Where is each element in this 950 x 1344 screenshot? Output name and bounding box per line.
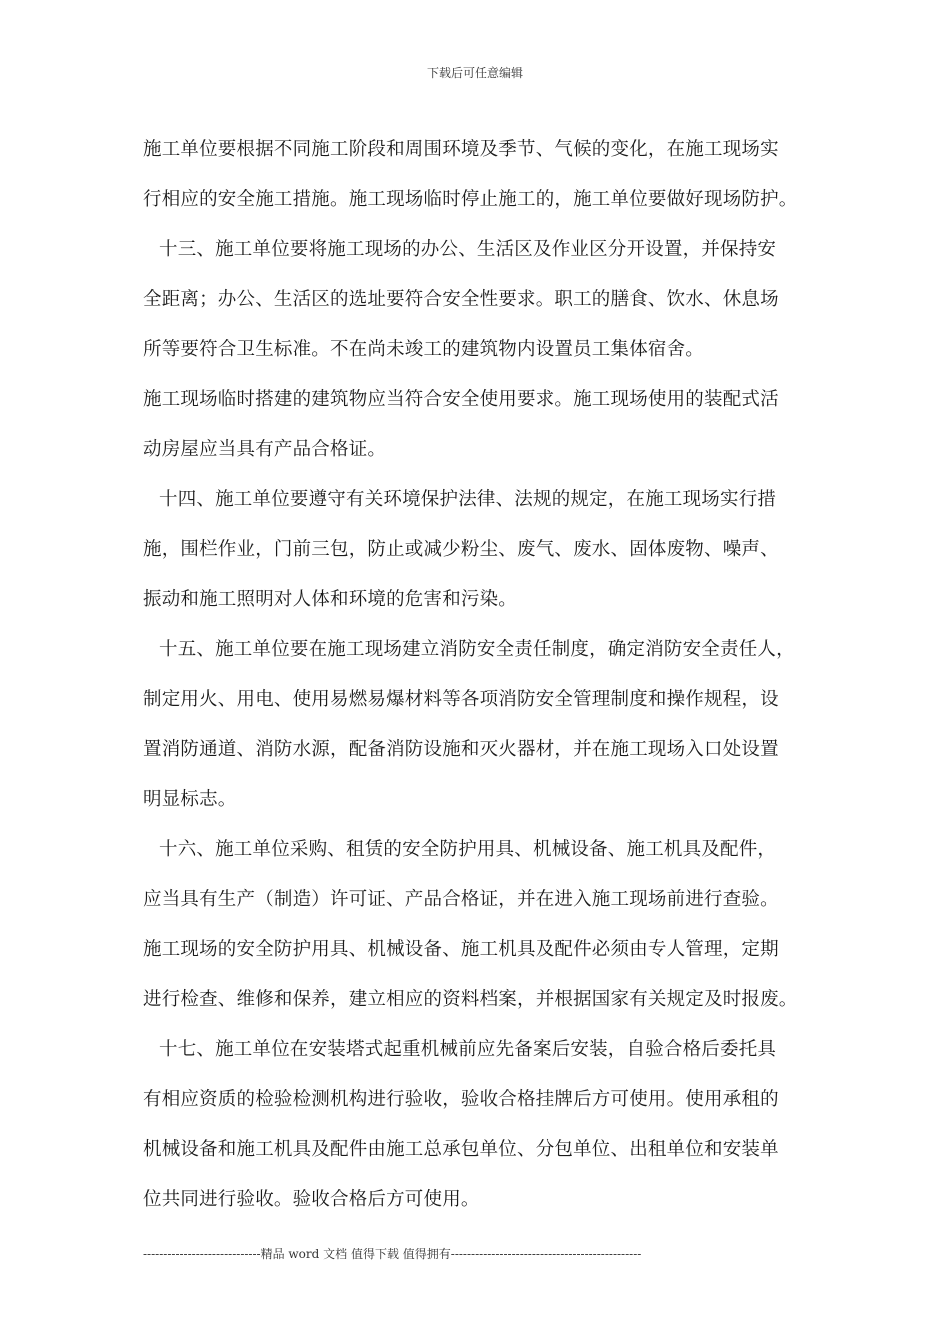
text-line: 所等要符合卫生标准。不在尚未竣工的建筑物内设置员工集体宿舍。 — [143, 339, 705, 360]
text-line: 应当具有生产（制造）许可证、产品合格证，并在进入施工现场前进行查验。 — [143, 889, 779, 910]
text-line: 行相应的安全施工措施。施工现场临时停止施工的，施工单位要做好现场防护。 — [143, 189, 798, 210]
text-line: 十七、施工单位在安装塔式起重机械前应先备案后安装，自验合格后委托具 — [159, 1039, 777, 1060]
text-line: 机械设备和施工机具及配件由施工总承包单位、分包单位、出租单位和安装单 — [143, 1139, 779, 1160]
text-line: 振动和施工照明对人体和环境的危害和污染。 — [143, 589, 518, 610]
text-line: 十四、施工单位要遵守有关环境保护法律、法规的规定，在施工现场实行措 — [159, 489, 777, 510]
text-line: 十三、施工单位要将施工现场的办公、生活区及作业区分开设置，并保持安 — [159, 239, 777, 260]
text-line: 有相应资质的检验检测机构进行验收，验收合格挂牌后方可使用。使用承租的 — [143, 1089, 779, 1110]
text-line: 十五、施工单位要在施工现场建立消防安全责任制度，确定消防安全责任人， — [159, 639, 795, 660]
text-line: 制定用火、用电、使用易燃易爆材料等各项消防安全管理制度和操作规程，设 — [143, 689, 779, 710]
text-line: 施工现场的安全防护用具、机械设备、施工机具及配件必须由专人管理，定期 — [143, 939, 779, 960]
document-body — [143, 125, 813, 1225]
text-line: 进行检查、维修和保养，建立相应的资料档案，并根据国家有关规定及时报废。 — [143, 989, 798, 1010]
text-line: 施工现场临时搭建的建筑物应当符合安全使用要求。施工现场使用的装配式活 — [143, 389, 779, 410]
text-line: 置消防通道、消防水源，配备消防设施和灭火器材，并在施工现场入口处设置 — [143, 739, 779, 760]
text-line: 位共同进行验收。验收合格后方可使用。 — [143, 1189, 480, 1210]
page-header: 下载后可任意编辑 — [426, 66, 523, 80]
page-footer: -----------------------------精品 word 文档 值得下载 值得拥有----------------------------------------------- — [143, 1247, 642, 1261]
text-line: 动房屋应当具有产品合格证。 — [143, 439, 387, 460]
text-line: 施工单位要根据不同施工阶段和周围环境及季节、气候的变化，在施工现场实 — [143, 139, 779, 160]
text-line: 施，围栏作业，门前三包，防止或减少粉尘、废气、废水、固体废物、噪声、 — [143, 539, 779, 560]
text-line: 十六、施工单位采购、租赁的安全防护用具、机械设备、施工机具及配件， — [159, 839, 777, 860]
text-line: 明显标志。 — [143, 789, 237, 810]
text-line: 全距离；办公、生活区的选址要符合安全性要求。职工的膳食、饮水、休息场 — [143, 289, 779, 310]
